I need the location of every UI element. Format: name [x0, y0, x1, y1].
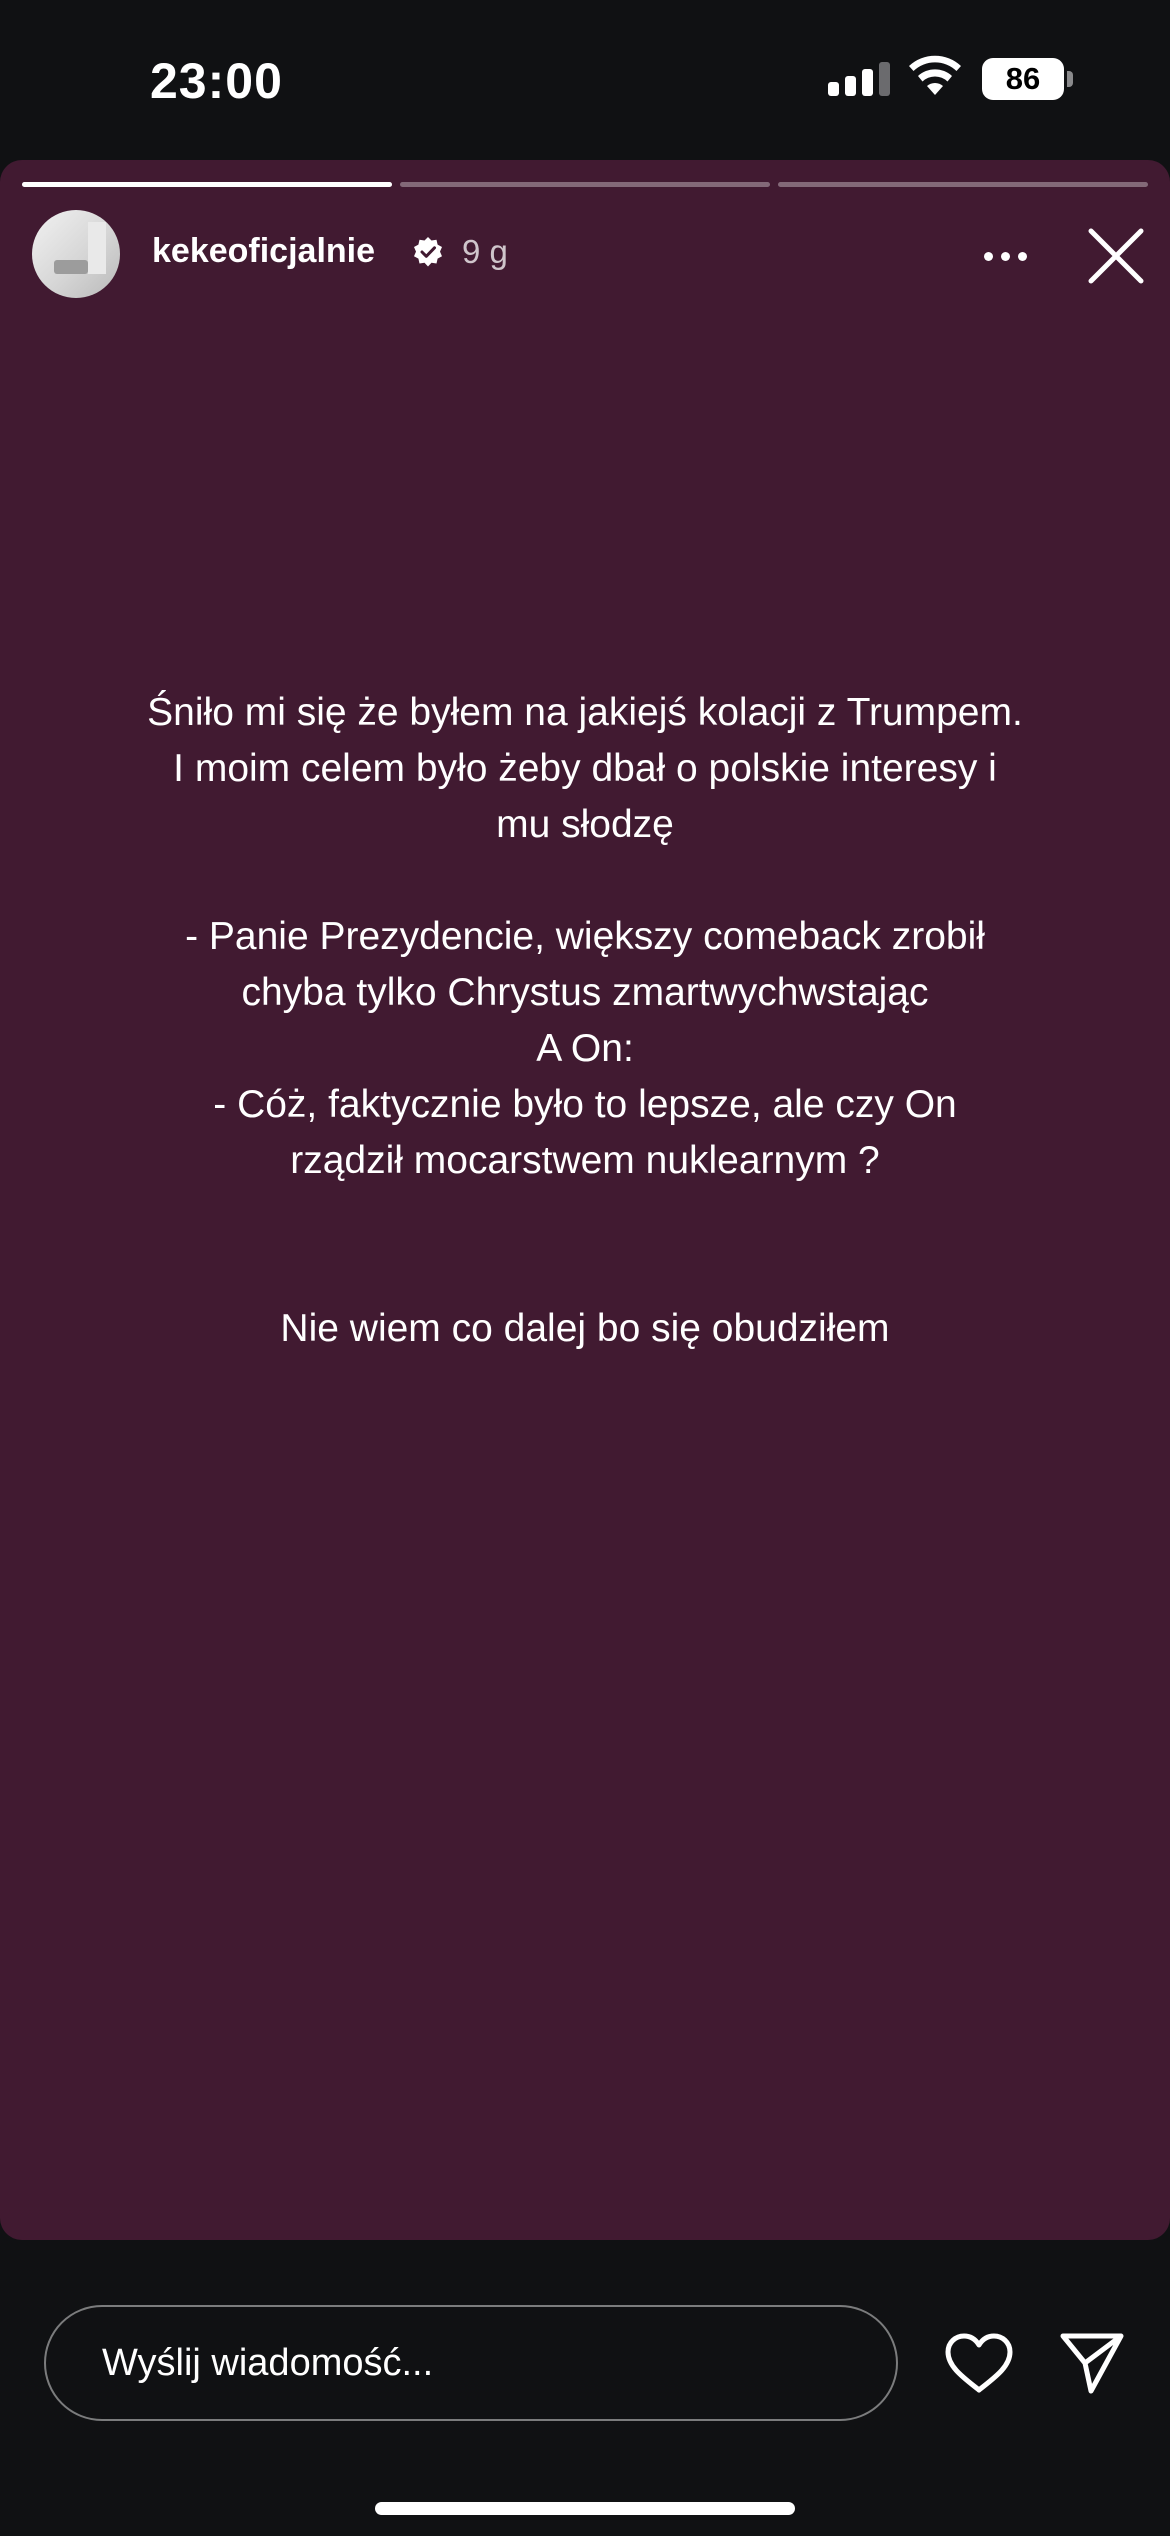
story-progress-bar [22, 182, 1148, 187]
story-paragraph: Śniło mi się że byłem na jakiejś kolacji z Trumpem. I moim celem było żeby dbał o polskie interesy i mu słodzę [147, 691, 1023, 846]
avatar-photo-detail [54, 260, 88, 274]
story-paragraph: Nie wiem co dalej bo się obudziłem [280, 1307, 890, 1350]
story-card[interactable] [0, 160, 1170, 2240]
avatar[interactable] [32, 210, 120, 298]
progress-segment [400, 182, 770, 187]
story-text [40, 685, 1130, 1357]
home-indicator [375, 2502, 795, 2515]
heart-icon[interactable] [944, 2333, 1014, 2395]
send-icon[interactable] [1058, 2330, 1126, 2396]
wifi-icon [908, 54, 962, 96]
battery-tip [1067, 71, 1073, 87]
avatar-photo-detail [88, 222, 106, 274]
cellular-signal-icon [828, 62, 890, 96]
story-username[interactable]: kekeoficjalnie [152, 232, 376, 270]
verified-badge-icon [412, 236, 444, 268]
status-time: 23:00 [150, 53, 283, 109]
message-input[interactable] [44, 2305, 898, 2421]
progress-segment [778, 182, 1148, 187]
status-bar [0, 0, 1170, 160]
progress-fill [22, 182, 392, 187]
story-time-ago: 9 g [462, 233, 508, 270]
more-options-icon[interactable] [984, 252, 1028, 262]
close-icon[interactable] [1085, 225, 1147, 287]
story-paragraph: - Panie Prezydencie, większy comeback zrobił chyba tylko Chrystus zmartwychwstając A On: - Cóż, faktycznie było to lepsze, ale czy On rządził mocarstwem nuklearnym ? [185, 915, 985, 1182]
progress-segment [22, 182, 392, 187]
battery-icon: 86 [982, 58, 1064, 100]
